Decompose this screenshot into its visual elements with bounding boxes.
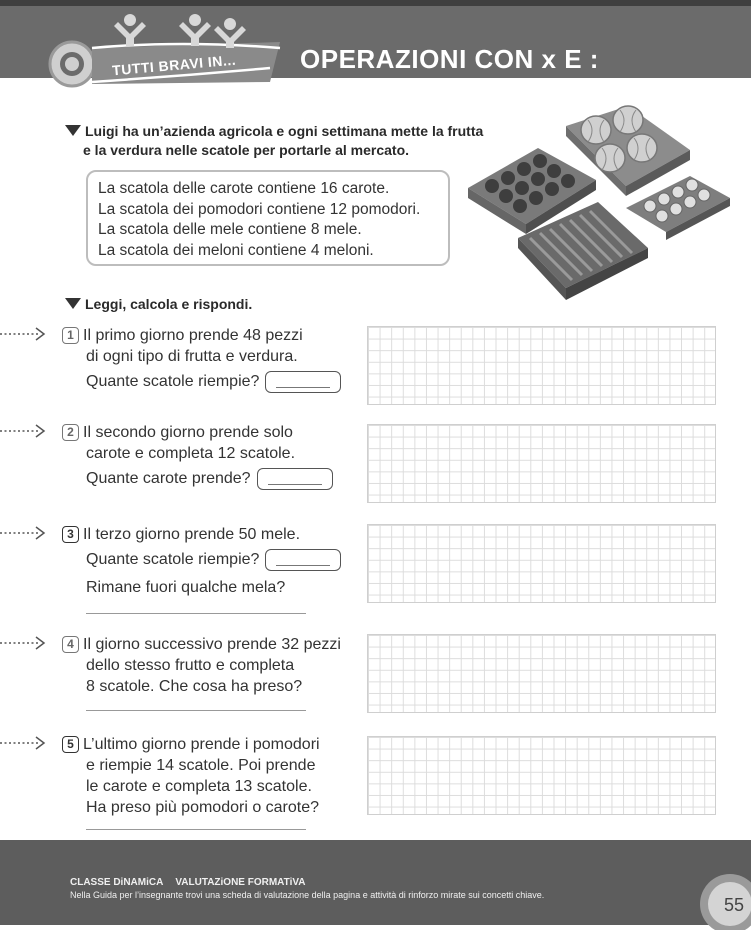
tutti-bravi-logo (30, 12, 310, 92)
page-number: 55 (724, 895, 745, 915)
question-line: Il primo giorno prende 48 pezzi (83, 327, 303, 344)
calculation-grid[interactable] (367, 634, 716, 713)
question-number: 3 (62, 526, 79, 543)
question-line: Il terzo giorno prende 50 mele. (83, 526, 301, 543)
intro-line-1: Luigi ha un’azienda agricola e ogni settimana mette la frutta (85, 123, 484, 139)
question-number: 1 (62, 327, 79, 344)
answer-box[interactable] (265, 549, 341, 571)
info-line: La scatola dei pomodori contiene 12 pomodori. (98, 200, 421, 218)
question-number: 2 (62, 424, 79, 441)
question-line: carote e completa 12 scatole. (86, 445, 296, 462)
question-line: 8 scatole. Che cosa ha preso? (86, 678, 303, 695)
answer-box[interactable] (257, 468, 333, 490)
dotted-arrow-icon (0, 526, 50, 540)
question-line: Rimane fuori qualche mela? (86, 579, 286, 596)
instruction-text: Leggi, calcola e rispondi. (85, 296, 253, 312)
footer-label-classe: CLASSE DiNAMiCA (70, 877, 164, 888)
triangle-bullet-icon (65, 298, 81, 309)
dotted-arrow-icon (0, 327, 50, 341)
produce-crates-illustration (468, 98, 730, 303)
question-number: 5 (62, 736, 79, 753)
info-line: La scatola dei meloni contiene 4 meloni. (98, 241, 374, 259)
answer-line[interactable] (86, 613, 306, 614)
footer-text (70, 876, 544, 901)
question-line: e riempie 14 scatole. Poi prende (86, 757, 316, 774)
info-box (86, 170, 450, 266)
question-number: 4 (62, 636, 79, 653)
question-line: le carote e completa 13 scatole. (86, 778, 312, 795)
info-line: La scatola delle carote contiene 16 carote. (98, 180, 390, 197)
instruction-heading (65, 296, 252, 312)
question-line: Quante scatole riempie? (86, 551, 260, 569)
info-line: La scatola delle mele contiene 8 mele. (98, 221, 362, 238)
page-title: OPERAZIONI CON x E : (300, 44, 599, 74)
answer-line[interactable] (86, 710, 306, 711)
question-line: Quante scatole riempie? (86, 373, 260, 391)
question-line: Quante carote prende? (86, 470, 251, 488)
footer-note: Nella Guida per l’insegnante trovi una scheda di valutazione della pagina e attività di rinforzo mirate sui concetti chiave. (70, 890, 545, 900)
dotted-arrow-icon (0, 736, 50, 750)
dotted-arrow-icon (0, 424, 50, 438)
answer-box[interactable] (265, 371, 341, 393)
calculation-grid[interactable] (367, 326, 716, 405)
footer-label-valutazione: VALUTAZiONE FORMATiVA (175, 877, 306, 888)
triangle-bullet-icon (65, 125, 81, 136)
calculation-grid[interactable] (367, 424, 716, 503)
question-line: dello stesso frutto e completa (86, 657, 295, 674)
question-line: L’ultimo giorno prende i pomodori (83, 736, 320, 753)
answer-line[interactable] (86, 829, 306, 830)
question-line: Il secondo giorno prende solo (83, 424, 293, 441)
question-line: di ogni tipo di frutta e verdura. (86, 348, 298, 365)
question-line: Ha preso più pomodori o carote? (86, 799, 320, 816)
intro-text (65, 122, 483, 160)
calculation-grid[interactable] (367, 524, 716, 603)
intro-line-2: e la verdura nelle scatole per portarle al mercato. (83, 142, 410, 158)
logo-badge-text: TUTTI BRAVI IN... (111, 51, 237, 79)
question-line: Il giorno successivo prende 32 pezzi (83, 636, 341, 653)
calculation-grid[interactable] (367, 736, 716, 815)
dotted-arrow-icon (0, 636, 50, 650)
